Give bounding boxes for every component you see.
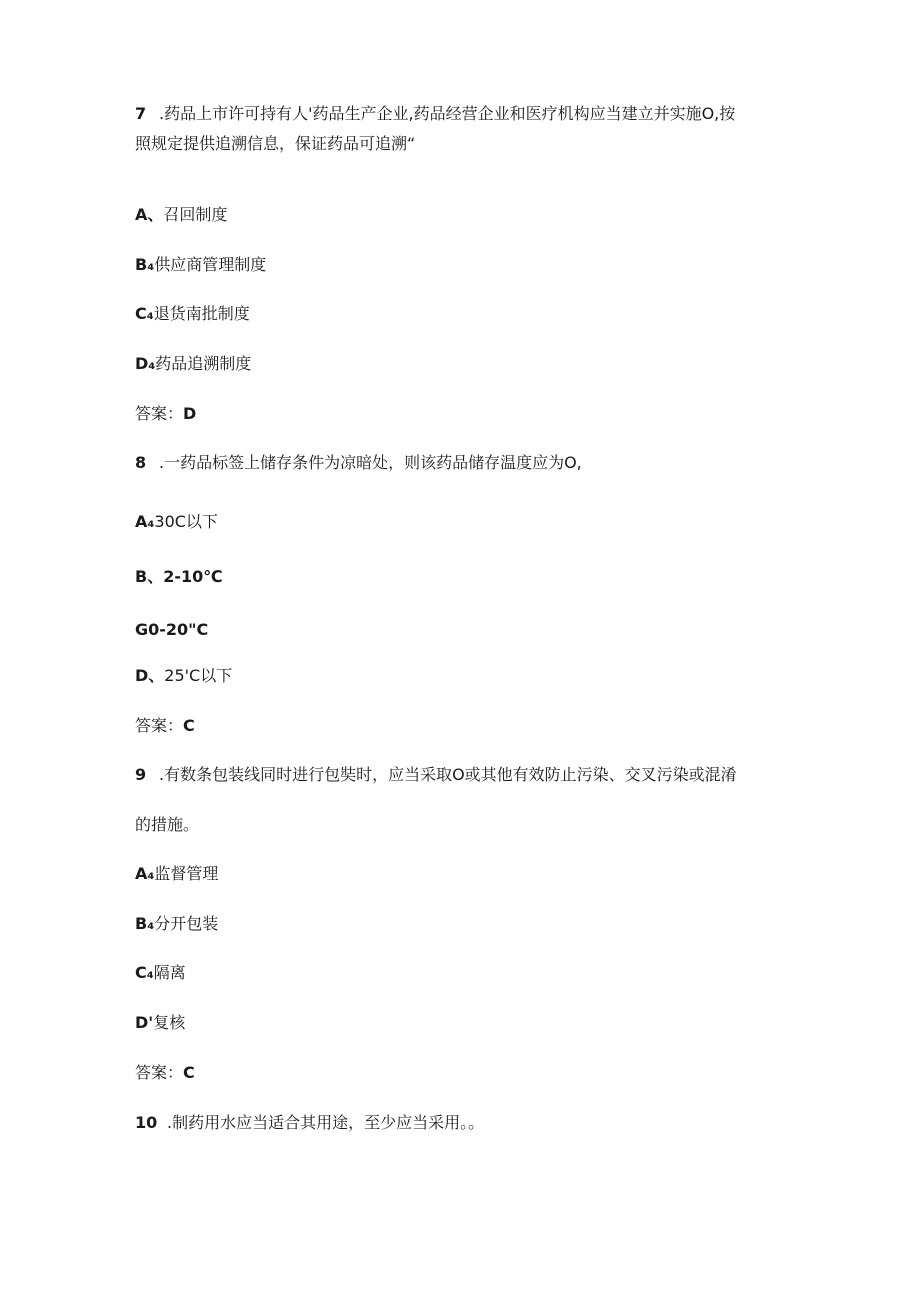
option-text: 召回制度 <box>163 205 228 224</box>
option-label: A₄ <box>135 864 155 883</box>
question-number: 10 <box>135 1113 158 1132</box>
option-text: 分开包装 <box>154 914 219 933</box>
option-text: 2-10℃ <box>163 567 223 586</box>
option-label: C₄ <box>135 304 154 323</box>
question-7-line-2: 照规定提供追溯信息，保证药品可追溯“ <box>135 134 416 153</box>
answer-line <box>135 716 195 736</box>
option-text: 0-20"C <box>148 620 209 639</box>
option-a <box>135 864 218 884</box>
answer-line <box>135 1063 195 1083</box>
question-text: .制药用水应当适合其用途，至少应当采用。。 <box>167 1113 485 1132</box>
option-text: 退货南批制度 <box>153 304 250 323</box>
question-9-line-1 <box>135 765 737 785</box>
option-text: 复核 <box>153 1013 186 1032</box>
answer-label: 答案： <box>135 404 184 423</box>
option-label: B₄ <box>135 255 155 274</box>
question-text: .一药品标签上储存条件为凉暗处，则该药品储存温度应为O, <box>159 453 582 472</box>
option-c <box>135 620 208 640</box>
option-label: B₄ <box>135 914 155 933</box>
option-a <box>135 512 218 532</box>
answer-line <box>135 404 196 424</box>
answer-label: 答案： <box>135 1063 184 1082</box>
option-label: B、 <box>135 567 164 586</box>
option-label: D' <box>135 1013 154 1032</box>
option-text: 药品追溯制度 <box>155 354 252 373</box>
option-text: 供应商管理制度 <box>154 255 267 274</box>
question-text: .有数条包装线同时进行包奘时，应当采取O或其他有效防止污染、交叉污染或混淆 <box>159 765 737 784</box>
option-label: D、 <box>135 666 165 685</box>
question-10-line-1 <box>135 1113 484 1133</box>
option-c <box>135 304 250 324</box>
option-text: 监督管理 <box>154 864 219 883</box>
question-number: 7 <box>135 104 147 123</box>
question-7-line-1 <box>135 104 735 124</box>
answer-value: C <box>183 716 195 735</box>
option-c <box>135 963 186 983</box>
option-text: 30C以下 <box>154 512 218 531</box>
option-label: G <box>135 620 149 639</box>
answer-value: D <box>183 404 197 423</box>
question-9-line-2: 的措施。 <box>135 815 200 834</box>
option-text: 隔离 <box>153 963 186 982</box>
option-d <box>135 1013 185 1033</box>
option-label: D₄ <box>135 354 156 373</box>
answer-value: C <box>183 1063 195 1082</box>
option-d <box>135 666 232 686</box>
option-label: A、 <box>135 205 164 224</box>
question-number: 8 <box>135 453 147 472</box>
option-b <box>135 255 266 275</box>
question-number: 9 <box>135 765 147 784</box>
option-d <box>135 354 251 374</box>
answer-label: 答案： <box>135 716 184 735</box>
option-b <box>135 914 218 934</box>
option-text: 25'C以下 <box>164 666 233 685</box>
question-8-line-1 <box>135 453 582 473</box>
option-b <box>135 567 223 587</box>
option-label: A₄ <box>135 512 155 531</box>
option-label: C₄ <box>135 963 154 982</box>
option-a <box>135 205 227 225</box>
question-text: .药品上市许可持有人'药品生产企业,药品经营企业和医疗机构应当建立并实施O,按 <box>159 104 736 123</box>
